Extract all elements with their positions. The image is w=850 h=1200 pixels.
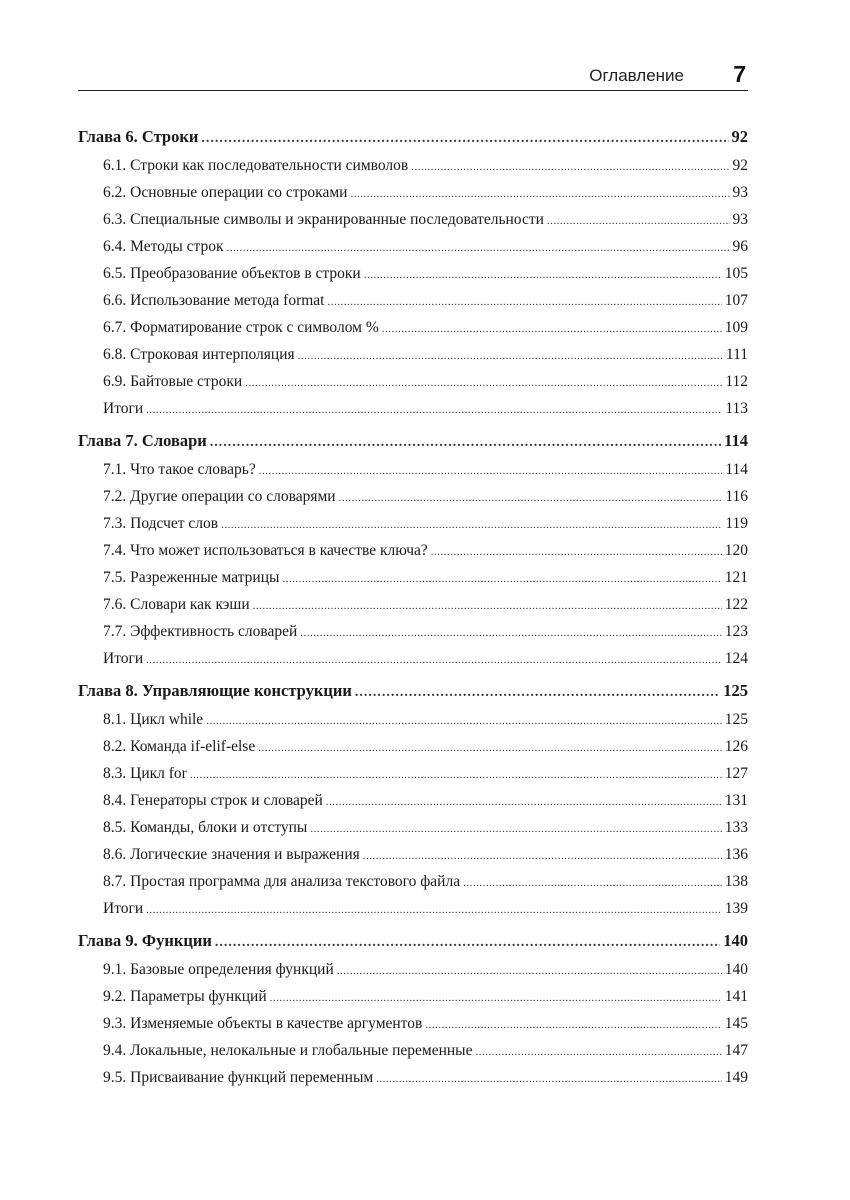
toc-entry-title: 8.2. Команда if-elif-else bbox=[103, 738, 256, 755]
dot-leader bbox=[146, 647, 722, 674]
toc-entry-page: 136 bbox=[724, 846, 748, 863]
toc-section-entry[interactable] bbox=[78, 733, 748, 760]
toc-entry-title: 7.7. Эффективность словарей bbox=[103, 623, 298, 640]
toc-entry-page: 126 bbox=[724, 738, 748, 755]
toc-section-entry[interactable] bbox=[78, 591, 748, 618]
dot-leader bbox=[337, 958, 722, 985]
dot-leader bbox=[300, 620, 721, 647]
running-header bbox=[78, 62, 748, 91]
toc-entry-page: 121 bbox=[724, 569, 748, 586]
toc-entry-title: 7.5. Разреженные матрицы bbox=[103, 569, 280, 586]
toc-entry-page: 131 bbox=[724, 792, 748, 809]
dot-leader bbox=[210, 428, 721, 458]
toc-section-entry[interactable] bbox=[78, 483, 748, 510]
toc-entry-page: 92 bbox=[731, 127, 748, 146]
dot-leader bbox=[258, 735, 722, 762]
dot-leader bbox=[245, 370, 722, 397]
toc-entry-page: 93 bbox=[732, 184, 748, 201]
toc-entry-title: 6.6. Использование метода format bbox=[103, 292, 325, 309]
toc-section-entry[interactable] bbox=[78, 341, 748, 368]
toc-entry-title: 8.1. Цикл while bbox=[103, 711, 204, 728]
dot-leader bbox=[201, 124, 728, 154]
toc-entry-page: 113 bbox=[725, 400, 748, 417]
toc-entry-page: 96 bbox=[732, 238, 748, 255]
toc-entry-title: 6.3. Специальные символы и экранированные последовательности bbox=[103, 211, 544, 228]
toc-entry-page: 138 bbox=[724, 873, 748, 890]
toc-entry-title: Глава 8. Управляющие конструкции bbox=[78, 681, 352, 700]
dot-leader bbox=[425, 1012, 721, 1039]
page-number: 7 bbox=[733, 61, 746, 87]
toc-section-entry[interactable] bbox=[78, 706, 748, 733]
dot-leader bbox=[221, 512, 722, 539]
dot-leader bbox=[376, 1066, 722, 1093]
toc-section-entry[interactable] bbox=[78, 537, 748, 564]
toc-section-entry[interactable] bbox=[78, 314, 748, 341]
toc-entry-title: 6.9. Байтовые строки bbox=[103, 373, 243, 390]
toc-section-entry[interactable] bbox=[78, 233, 748, 260]
toc-entry-page: 125 bbox=[723, 681, 748, 700]
toc-entry-title: 7.1. Что такое словарь? bbox=[103, 461, 256, 478]
dot-leader bbox=[282, 566, 721, 593]
toc-entry-page: 140 bbox=[724, 961, 748, 978]
toc-entry-page: 127 bbox=[724, 765, 748, 782]
toc-entry-page: 141 bbox=[724, 988, 748, 1005]
dot-leader bbox=[355, 678, 720, 708]
toc-entry-title: 7.6. Словари как кэши bbox=[103, 596, 250, 613]
dot-leader bbox=[146, 897, 722, 924]
toc-entry-title: 8.7. Простая программа для анализа текстового файла bbox=[103, 873, 461, 890]
toc-section-entry[interactable] bbox=[78, 179, 748, 206]
dot-leader bbox=[411, 154, 729, 181]
toc-section-entry[interactable] bbox=[78, 1064, 748, 1091]
toc-section-entry[interactable] bbox=[78, 287, 748, 314]
dot-leader bbox=[382, 316, 722, 343]
toc-section-entry[interactable] bbox=[78, 395, 748, 422]
toc-entry-title: 9.5. Присваивание функций переменным bbox=[103, 1069, 374, 1086]
toc-section-entry[interactable] bbox=[78, 868, 748, 895]
toc-entry-title: 8.4. Генераторы строк и словарей bbox=[103, 792, 323, 809]
toc-entry-title: 7.3. Подсчет слов bbox=[103, 515, 219, 532]
dot-leader bbox=[259, 458, 723, 485]
dot-leader bbox=[227, 235, 730, 262]
dot-leader bbox=[270, 985, 722, 1012]
toc-entry-title: 7.4. Что может использоваться в качестве ключа? bbox=[103, 542, 428, 559]
toc-entry-title: 6.4. Методы строк bbox=[103, 238, 224, 255]
toc-section-entry[interactable] bbox=[78, 368, 748, 395]
toc-entry-page: 92 bbox=[732, 157, 748, 174]
toc-entry-title: 9.3. Изменяемые объекты в качестве аргументов bbox=[103, 1015, 423, 1032]
toc-section-entry[interactable] bbox=[78, 956, 748, 983]
toc-section-entry[interactable] bbox=[78, 645, 748, 672]
toc-entry-title: 9.4. Локальные, нелокальные и глобальные переменные bbox=[103, 1042, 473, 1059]
toc-entry-page: 112 bbox=[725, 373, 748, 390]
toc-entry-title: 8.6. Логические значения и выражения bbox=[103, 846, 360, 863]
toc-entry-page: 116 bbox=[725, 488, 748, 505]
table-of-contents bbox=[78, 122, 748, 1091]
toc-entry-page: 133 bbox=[724, 819, 748, 836]
toc-entry-title: 6.1. Строки как последовательности символов bbox=[103, 157, 409, 174]
toc-entry-page: 147 bbox=[724, 1042, 748, 1059]
toc-entry-page: 124 bbox=[724, 650, 748, 667]
toc-entry-title: 6.7. Форматирование строк с символом % bbox=[103, 319, 379, 336]
toc-entry-title: 6.8. Строковая интерполяция bbox=[103, 346, 295, 363]
toc-section-entry[interactable] bbox=[78, 206, 748, 233]
dot-leader bbox=[431, 539, 722, 566]
toc-entry-page: 114 bbox=[725, 461, 748, 478]
toc-entry-page: 114 bbox=[724, 431, 748, 450]
toc-section-entry[interactable] bbox=[78, 895, 748, 922]
toc-entry-page: 122 bbox=[724, 596, 748, 613]
dot-leader bbox=[475, 1039, 721, 1066]
toc-section-entry[interactable] bbox=[78, 510, 748, 537]
toc-entry-page: 120 bbox=[724, 542, 748, 559]
toc-chapter-entry[interactable] bbox=[78, 676, 748, 706]
toc-chapter-entry[interactable] bbox=[78, 426, 748, 456]
toc-entry-title: Итоги bbox=[103, 650, 144, 667]
dot-leader bbox=[547, 208, 730, 235]
toc-section-entry[interactable] bbox=[78, 456, 748, 483]
dot-leader bbox=[190, 762, 722, 789]
toc-entry-title: 6.5. Преобразование объектов в строки bbox=[103, 265, 361, 282]
toc-entry-title: Итоги bbox=[103, 400, 144, 417]
dot-leader bbox=[350, 181, 729, 208]
toc-entry-page: 139 bbox=[724, 900, 748, 917]
toc-entry-title: 8.3. Цикл for bbox=[103, 765, 187, 782]
dot-leader bbox=[206, 708, 722, 735]
dot-leader bbox=[146, 397, 722, 424]
toc-entry-title: 9.1. Базовые определения функций bbox=[103, 961, 334, 978]
toc-section-entry[interactable] bbox=[78, 841, 748, 868]
toc-entry-title: 6.2. Основные операции со строками bbox=[103, 184, 348, 201]
dot-leader bbox=[363, 843, 722, 870]
toc-section-entry[interactable] bbox=[78, 260, 748, 287]
dot-leader bbox=[253, 593, 722, 620]
toc-section-entry[interactable] bbox=[78, 814, 748, 841]
dot-leader bbox=[364, 262, 722, 289]
dot-leader bbox=[215, 928, 720, 958]
dot-leader bbox=[339, 485, 723, 512]
toc-entry-page: 109 bbox=[724, 319, 748, 336]
toc-entry-page: 105 bbox=[724, 265, 748, 282]
dot-leader bbox=[327, 289, 721, 316]
toc-chapter-entry[interactable] bbox=[78, 926, 748, 956]
toc-chapter-entry[interactable] bbox=[78, 122, 748, 152]
toc-entry-page: 119 bbox=[725, 515, 748, 532]
toc-section-entry[interactable] bbox=[78, 983, 748, 1010]
toc-entry-title: Глава 9. Функции bbox=[78, 931, 212, 950]
toc-entry-title: 8.5. Команды, блоки и отступы bbox=[103, 819, 308, 836]
toc-entry-page: 93 bbox=[732, 211, 748, 228]
toc-section-entry[interactable] bbox=[78, 760, 748, 787]
dot-leader bbox=[310, 816, 721, 843]
toc-entry-page: 145 bbox=[724, 1015, 748, 1032]
dot-leader bbox=[298, 343, 723, 370]
toc-entry-page: 140 bbox=[723, 931, 748, 950]
toc-entry-title: Итоги bbox=[103, 900, 144, 917]
toc-entry-title: 9.2. Параметры функций bbox=[103, 988, 267, 1005]
dot-leader bbox=[463, 870, 722, 897]
toc-entry-page: 125 bbox=[724, 711, 748, 728]
toc-section-entry[interactable] bbox=[78, 152, 748, 179]
toc-entry-page: 123 bbox=[724, 623, 748, 640]
toc-section-entry[interactable] bbox=[78, 618, 748, 645]
toc-entry-title: 7.2. Другие операции со словарями bbox=[103, 488, 336, 505]
toc-entry-title: Глава 6. Строки bbox=[78, 127, 199, 146]
toc-section-entry[interactable] bbox=[78, 1037, 748, 1064]
toc-entry-page: 111 bbox=[725, 346, 748, 363]
dot-leader bbox=[326, 789, 722, 816]
toc-section-entry[interactable] bbox=[78, 787, 748, 814]
toc-entry-page: 149 bbox=[724, 1069, 748, 1086]
toc-section-entry[interactable] bbox=[78, 564, 748, 591]
toc-section-entry[interactable] bbox=[78, 1010, 748, 1037]
running-title: Оглавление bbox=[589, 66, 684, 85]
toc-entry-page: 107 bbox=[724, 292, 748, 309]
toc-entry-title: Глава 7. Словари bbox=[78, 431, 207, 450]
